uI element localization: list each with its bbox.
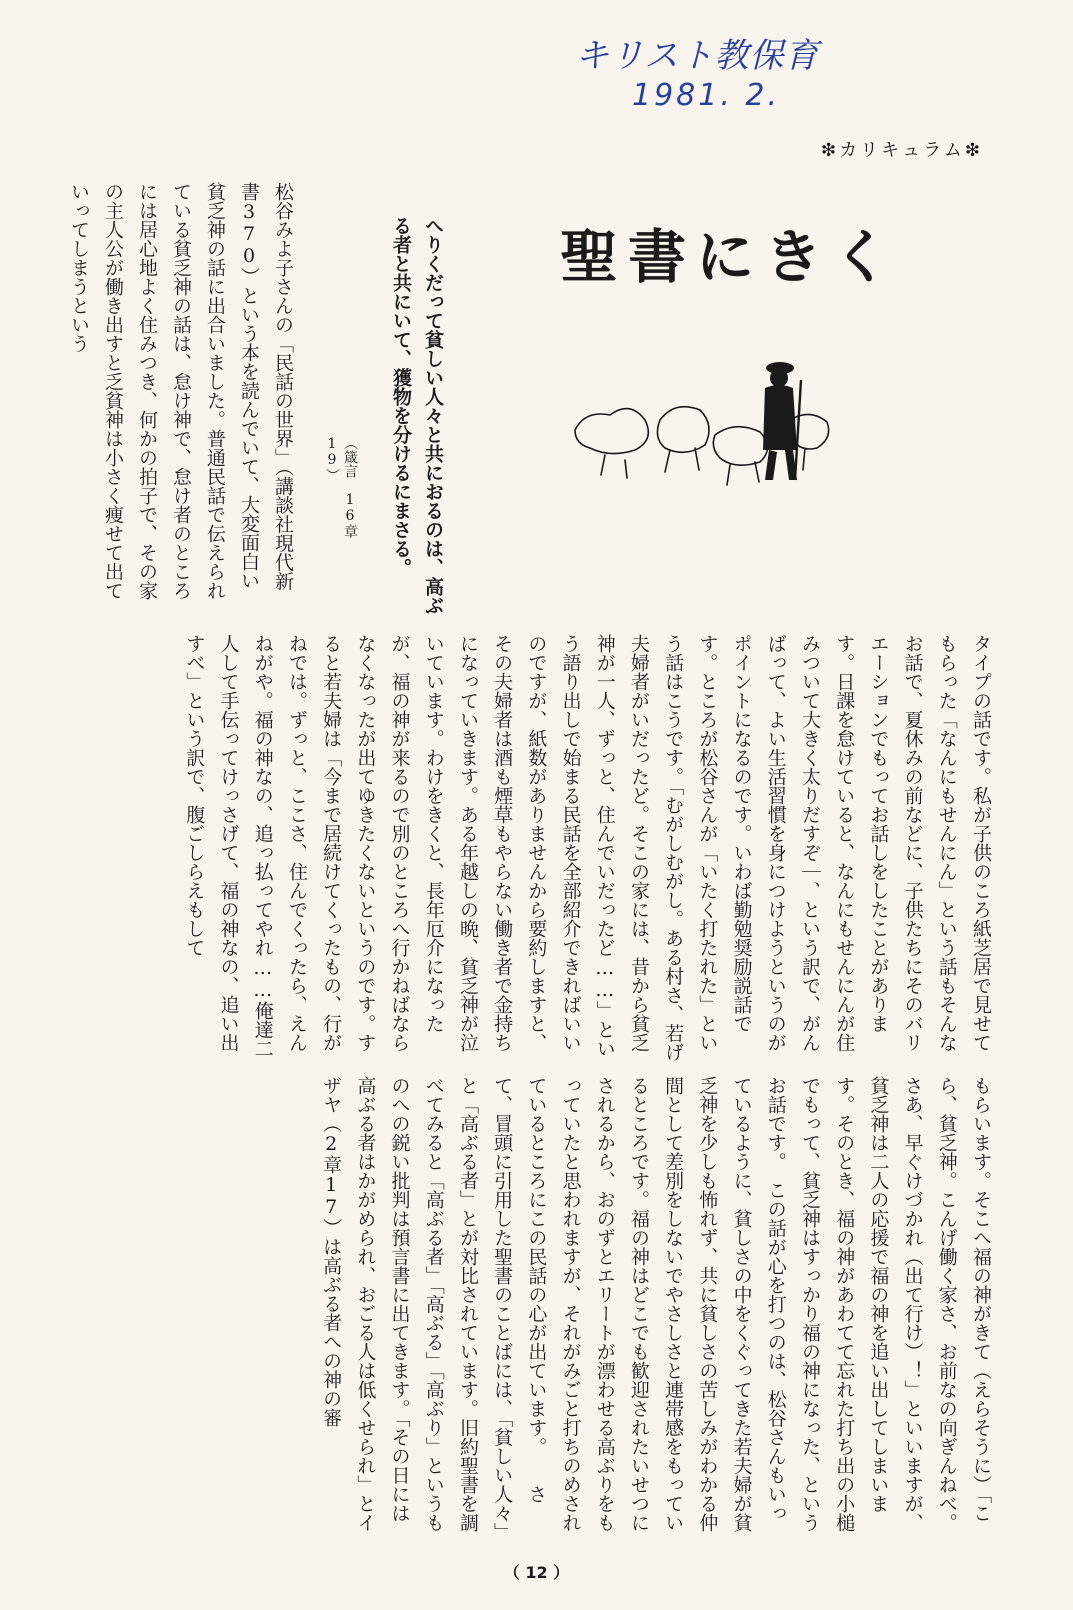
body-text-middle: タイプの話です。私が子供のころ紙芝居で見せてもらった「なんにもせんにん」という話もそんなお話で、夏休みの前などに、子供たちにそのバリエーションでもってお話しをしたことがあります。日課を怠けていると、なんにもせんにんが住みついて大きく太りだすぞ｜、という訳で、がんばって、よい生活習慣を身につけようというのがポイントになるのです。いわば勤勉奨励説話です。ところが松谷さんが「いたく打たれた」という話はこうです。「むがしむがし。ある村さ、若げ夫婦者がいだったど。そこの家には、昔から貧乏神が一人、ずっと、住んでいだったど……」という語り出しで始まる民話を全部紹介できればいいのですが、紙数がありませんから要約しますと、その夫婦者は酒も煙草もやらない働き者で金持ちになっていきます。ある年越しの晩、貧乏神が泣いています。わけをきくと、長年厄介になったが、福の神が来るので別のところへ行かねばならなくなったが出てゆきたくないというのです。すると若夫婦は「今まで居続けてくったもの、行がねでは。ずっと、ここさ、住んでくったら、えんねがや。福の神なの、追っ払ってやれ……俺達二人して手伝ってけっさげて、福の神なの、追い出すべ」という訳で、腹ごしらえもして bbox=[183, 634, 992, 1062]
epigraph-citation: （箴言 16章19） bbox=[324, 436, 358, 538]
body-text-bottom: もらいます。そこへ福の神がきて（えらそうに）「こら、貧乏神。こんげ働く家さ、お前なの向ぎんねべ。さあ、早ぐけづかれ（出て行け）！」といいますが、貧乏神は二人の応援で福の神を追い出してしまいます。そのとき、福の神があわてて忘れた打ち出の小槌でもって、貧乏神はすっかり福の神になった、というお話です。 この話が心を打つのは、松谷さんもいっているように、貧しさの中をくぐってきた若夫婦が貧乏神を少しも怖れず、共に貧しさの苦しみがわかる仲間として差別をしないでやさしさと連帯感をもっているところです。福の神はどこでも歓迎されたいせつにされるから、おのずとエリートが漂わせる高ぶりをもっていたと思われますが、それがみごと打ちのめされているところにこの民話の心が出ています。 さて、冒頭に引用した聖書のことばには、「貧しい人々」と「高ぶる者」とが対比されています。旧約聖書を調べてみると「高ぶる者」「高ぶる」「高ぶり」というものへの鋭い批判は預言書に出てきます。「その日には高ぶる者はかがめられ、おごる人は低くせられ」とイザヤ（2章17）は高ぶる者への神の審 bbox=[320, 1076, 992, 1532]
page-number: （ 12 ） bbox=[503, 1563, 570, 1582]
epigraph-quote: へりくだって貧しい人々と共におるのは、高ぶる者と共にいて、獲物を分けるにまさる。 bbox=[390, 216, 444, 615]
body-text-upper: 松谷みよ子さんの「民話の世界」（講談社現代新書370）という本を読んでいて、大変面白い貧乏神の話に出合いました。普通民話で伝えられている貧乏神の話は、怠け神で、怠け者のところには居心地よく住みつき、何かの拍子で、その家の主人公が働き出すと乏貧神は小さく痩せて出ていってしまうという bbox=[68, 182, 294, 600]
shepherd-with-sheep-sketch-icon bbox=[565, 340, 835, 490]
handwritten-note-date: 1981. 2. bbox=[632, 78, 781, 113]
handwritten-note-title: キリスト教保育 bbox=[575, 36, 820, 76]
section-label: ❇カリキュラム❇ bbox=[821, 140, 983, 161]
article-title: 聖書にきく bbox=[560, 223, 901, 291]
